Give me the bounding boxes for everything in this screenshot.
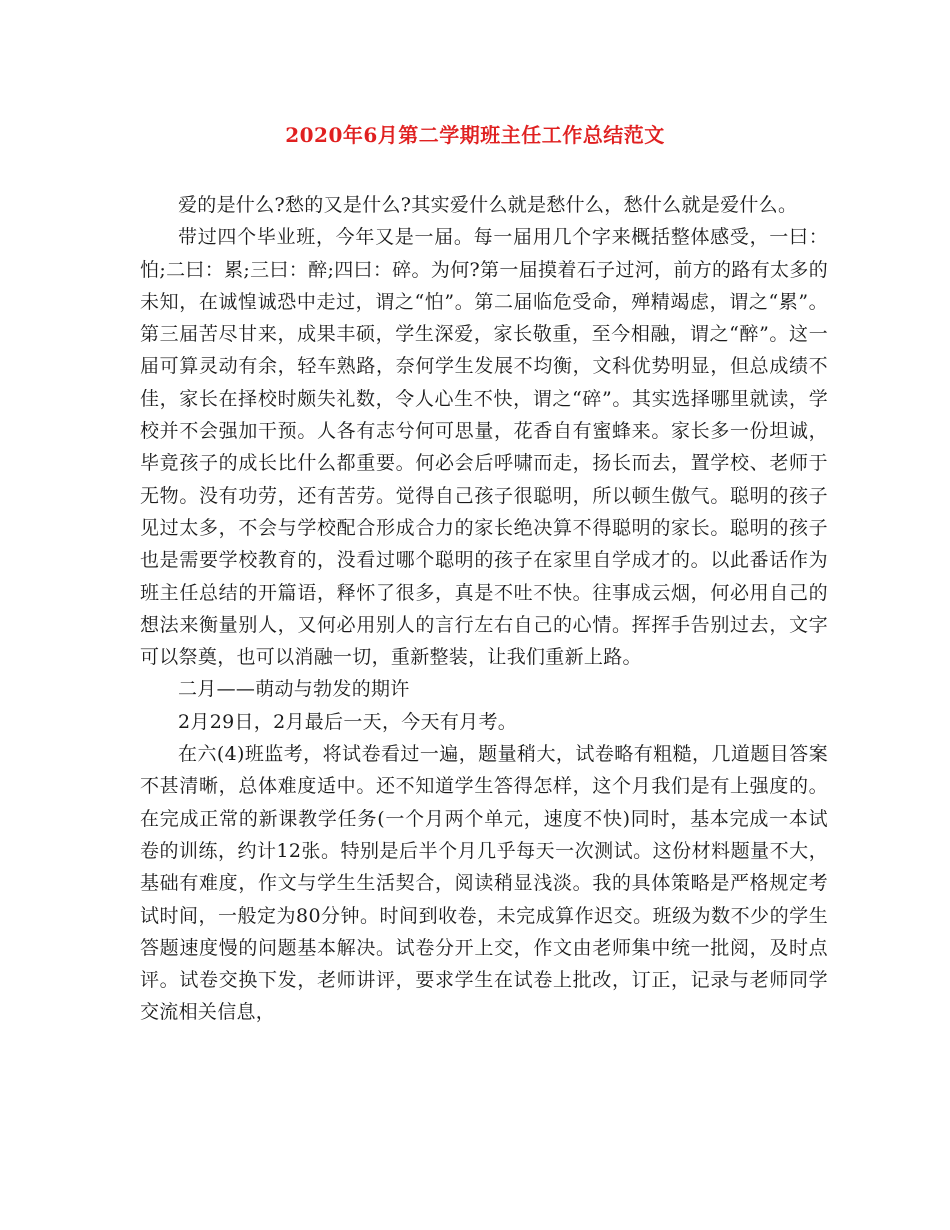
document-body: [140, 189, 828, 1029]
section-heading-february: 二月——萌动与勃发的期许: [178, 678, 410, 701]
paragraph-reflection: 带过四个毕业班，今年又是一届。每一届用几个字来概括整体感受，一曰：怕;二曰：累;三曰：醉;四曰：碎。为何?第一届摸着石子过河，前方的路有太多的未知，在诚惶诚恐中走过，谓之“怕”。第二届临危受命，殚精竭虑，谓之“累”。第三届苦尽甘来，成果丰硕，学生深爱，家长敬重，至今相融，谓之“醉”。这一届可算灵动有余，轻车熟路，奈何学生发展不均衡，文科优势明显，但总成绩不佳，家长在择校时颇失礼数，令人心生不快，谓之“碎”。其实选择哪里就读，学校并不会强加干预。人各有志兮何可思量，花香自有蜜蜂来。家长多一份坦诚，毕竟孩子的成长比什么都重要。何必会后呼啸而走，扬长而去，置学校、老师于无物。没有功劳，还有苦劳。觉得自己孩子很聪明，所以顿生傲气。聪明的孩子见过太多，不会与学校配合形成合力的家长绝决算不得聪明的家长。聪明的孩子也是需要学校教育的，没看过哪个聪明的孩子在家里自学成才的。以此番话作为班主任总结的开篇语，释怀了很多，真是不吐不快。往事成云烟，何必用自己的想法来衡量别人，又何必用别人的言行左右自己的心情。挥挥手告别过去，文字可以祭奠，也可以消融一切，重新整装，让我们重新上路。: [140, 226, 828, 669]
paragraph-date: 2月29日，2月最后一天，今天有月考。: [178, 710, 518, 733]
document-title: 2020年6月第二学期班主任工作总结范文: [285, 123, 665, 147]
paragraph-exam: 在六(4)班监考，将试卷看过一遍，题量稍大，试卷略有粗糙，几道题目答案不甚清晰，总体难度适中。还不知道学生答得怎样，这个月我们是有上强度的。在完成正常的新课教学任务(一个月两个单元，速度不快)同时，基本完成一本试卷的训练，约计12张。特别是后半个月几乎每天一次测试。这份材料题量不大，基础有难度，作文与学生生活契合，阅读稍显浅淡。我的具体策略是严格规定考试时间，一般定为80分钟。时间到收卷，未完成算作迟交。班级为数不少的学生答题速度慢的问题基本解决。试卷分开上交，作文由老师集中统一批阅，及时点评。试卷交换下发，老师讲评，要求学生在试卷上批改，订正，记录与老师同学交流相关信息，: [140, 743, 828, 1024]
paragraph-intro: 爱的是什么?愁的又是什么?其实爱什么就是愁什么，愁什么就是爱什么。: [178, 194, 798, 216]
